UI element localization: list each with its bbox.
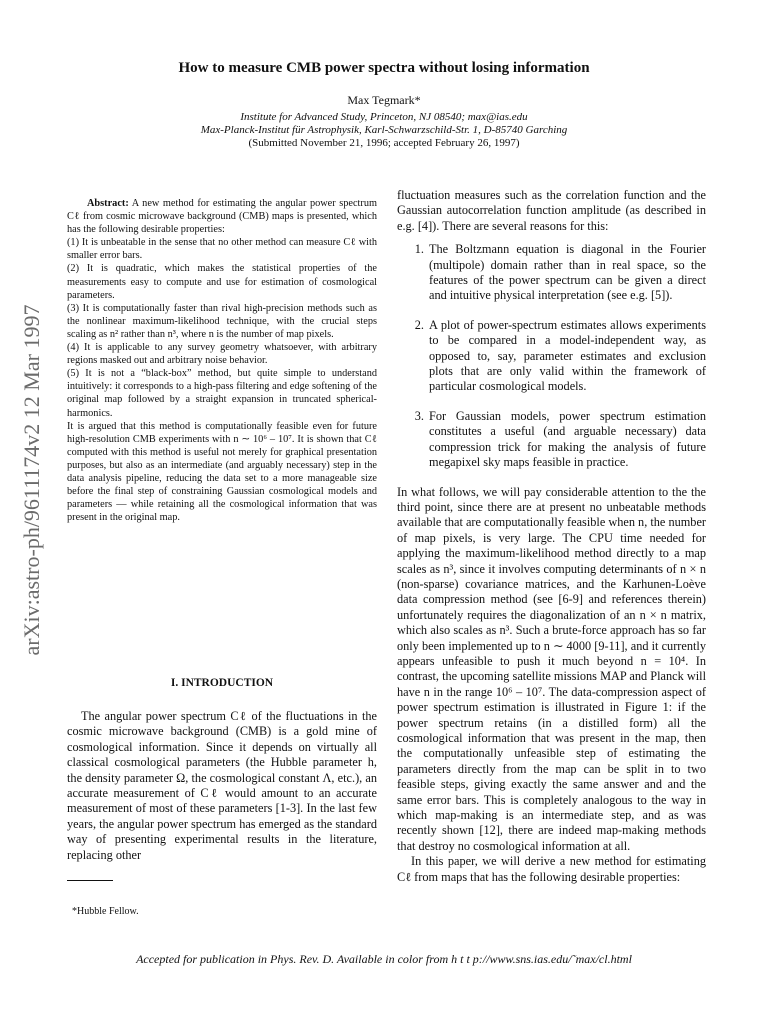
intro-paragraph: The angular power spectrum Cℓ of the fluctuations in the cosmic microwave background (CMB) is a gold mine of cosmological information. Since it depends on virtually all classical cosmological parameters (the Hubble parameter h, the density parameter Ω, the cosmological constant Λ, etc.), an accurate measurement of Cℓ would amount to an accurate measurement of most of these parameters [1-3]. In the last few years, the angular power spectrum has emerged as the standard way of presenting experimental results in the literature, replacing other — [67, 709, 377, 862]
reason-item: 1. The Boltzmann equation is diagonal in the Fourier (multipole) domain rather than in real space, so the features of the power spectrum can be given a direct and intuitive physical interpretation (see e.g. [5]). — [427, 242, 706, 304]
paper-title: How to measure CMB power spectra without losing information — [178, 60, 590, 76]
footnote: *Hubble Fellow. — [72, 906, 139, 917]
abstract-item: (4) It is applicable to any survey geometry whatsoever, with arbitrary regions masked out and arbitrary noise behavior. — [67, 342, 377, 367]
body-paragraph: In what follows, we will pay considerable attention to the the third point, since there are at present no unbeatable methods available that are computationally feasible when n, the number of map pixels, is very large. The CPU time needed for applying the maximum-likelihood method directly to a map scales as n³, since it involves computing determinants of n × n (non-sparse) covariance matrices, and the Karhunen-Loève data compression method (see [6-9] and references therein) unfortunately requires the diagonalization of an n × n matrix, which also scales as n³. Such a brute-force approach has so far only been implemented up to n ∼ 4000 [9-11], and it currently appears unfeasible to push it much beyond n = 10⁴. In contrast, the upcoming satellite missions MAP and Planck will have n in the range 10⁶ – 10⁷. The data-compression aspect of power spectrum estimation is illustrated in Figure 1: if the power spectrum retains (in a distilled form) all the cosmological information that was present in the map, then the computationally unfeasible step of estimating the parameters directly from the map can be split in to two feasible steps, giving exactly the same answer and and the same error bars. This is completely analogous to the way in which map-making is an intermediate step, and as was recently shown [12], there are indeed map-making methods that destroy no cosmological information at all. — [397, 484, 707, 853]
paper-header — [0, 60, 768, 149]
affiliation-2: Max-Planck-Institut für Astrophysik, Karl-Schwarzschild-Str. 1, D-85740 Garching — [200, 124, 568, 136]
right-lead-paragraph: fluctuation measures such as the correlation function and the Gaussian autocorrelation function amplitude (as described in e.g. [4]). There are several reasons for this: — [397, 188, 706, 233]
body-paragraph: In this paper, we will derive a new method for estimating Cℓ from maps that has the following desirable properties: — [397, 854, 706, 884]
abstract-intro: A new method for estimating the angular power spectrum Cℓ from cosmic microwave background (CMB) maps is presented, which has the following desirable properties: — [67, 198, 377, 236]
intro-text — [67, 709, 377, 863]
reason-item: 3. For Gaussian models, power spectrum estimation constitutes a useful (and arguable necessary) data compression trick for making the analysis of future megapixel sky maps feasible in practice. — [427, 409, 706, 471]
abstract-conclusion: It is argued that this method is computationally feasible even for future high-resolution CMB experiments with n ∼ 10⁶ – 10⁷. It is shown that Cℓ computed with this method is useful not merely for graphical presentation purposes, but also as an intermediate (and arguably necessary) step in the data analysis pipeline, reducing the data set to a more manageable size before the final step of constraining Gaussian cosmological models and parameters — while retaining all the cosmological information that was present in the original map. — [67, 420, 377, 524]
abstract-item: (3) It is computationally faster than rival high-precision methods such as the nonlinear maximum-likelihood technique, with the crucial steps scaling as n² rather than n³, where n is the number of map pixels. — [67, 302, 377, 340]
abstract — [67, 197, 377, 524]
abstract-item: (1) It is unbeatable in the sense that no other method can measure Cℓ with smaller error bars. — [67, 237, 377, 262]
section-heading: I. INTRODUCTION — [170, 677, 274, 689]
publication-note: Accepted for publication in Phys. Rev. D. Available in color from h t t p://www.sns.ias.edu/˜max/cl.html — [136, 952, 632, 966]
abstract-item: (2) It is quadratic, which makes the statistical properties of the measurements easy to compute and use for estimation of cosmological parameters. — [67, 263, 377, 301]
abstract-item: (5) It is not a “black-box” method, but quite simple to understand intuitively: it corresponds to a high-pass filtering and edge softening of the original map followed by a straight expansion in truncated spherical-harmonics. — [67, 368, 377, 419]
affiliation-1: Institute for Advanced Study, Princeton, NJ 08540; max@ias.edu — [240, 111, 528, 123]
submission-dates: (Submitted November 21, 1996; accepted February 26, 1997) — [248, 137, 520, 149]
author-name: Max Tegmark* — [347, 93, 421, 107]
arxiv-sidebar-stamp — [8, 250, 56, 710]
reasons-list — [397, 242, 706, 470]
right-column — [397, 188, 706, 885]
reason-item: 2. A plot of power-spectrum estimates allows experiments to be compared in a model-independent way, as opposed to, say, parameter estimates and exclusion plots that are only valid within the framework of particular cosmological models. — [427, 318, 706, 395]
footnote-rule — [67, 880, 113, 881]
abstract-label: Abstract: — [87, 198, 129, 209]
arxiv-id: arXiv:astro-ph/9611174v2 12 Mar 1997 — [19, 304, 44, 656]
